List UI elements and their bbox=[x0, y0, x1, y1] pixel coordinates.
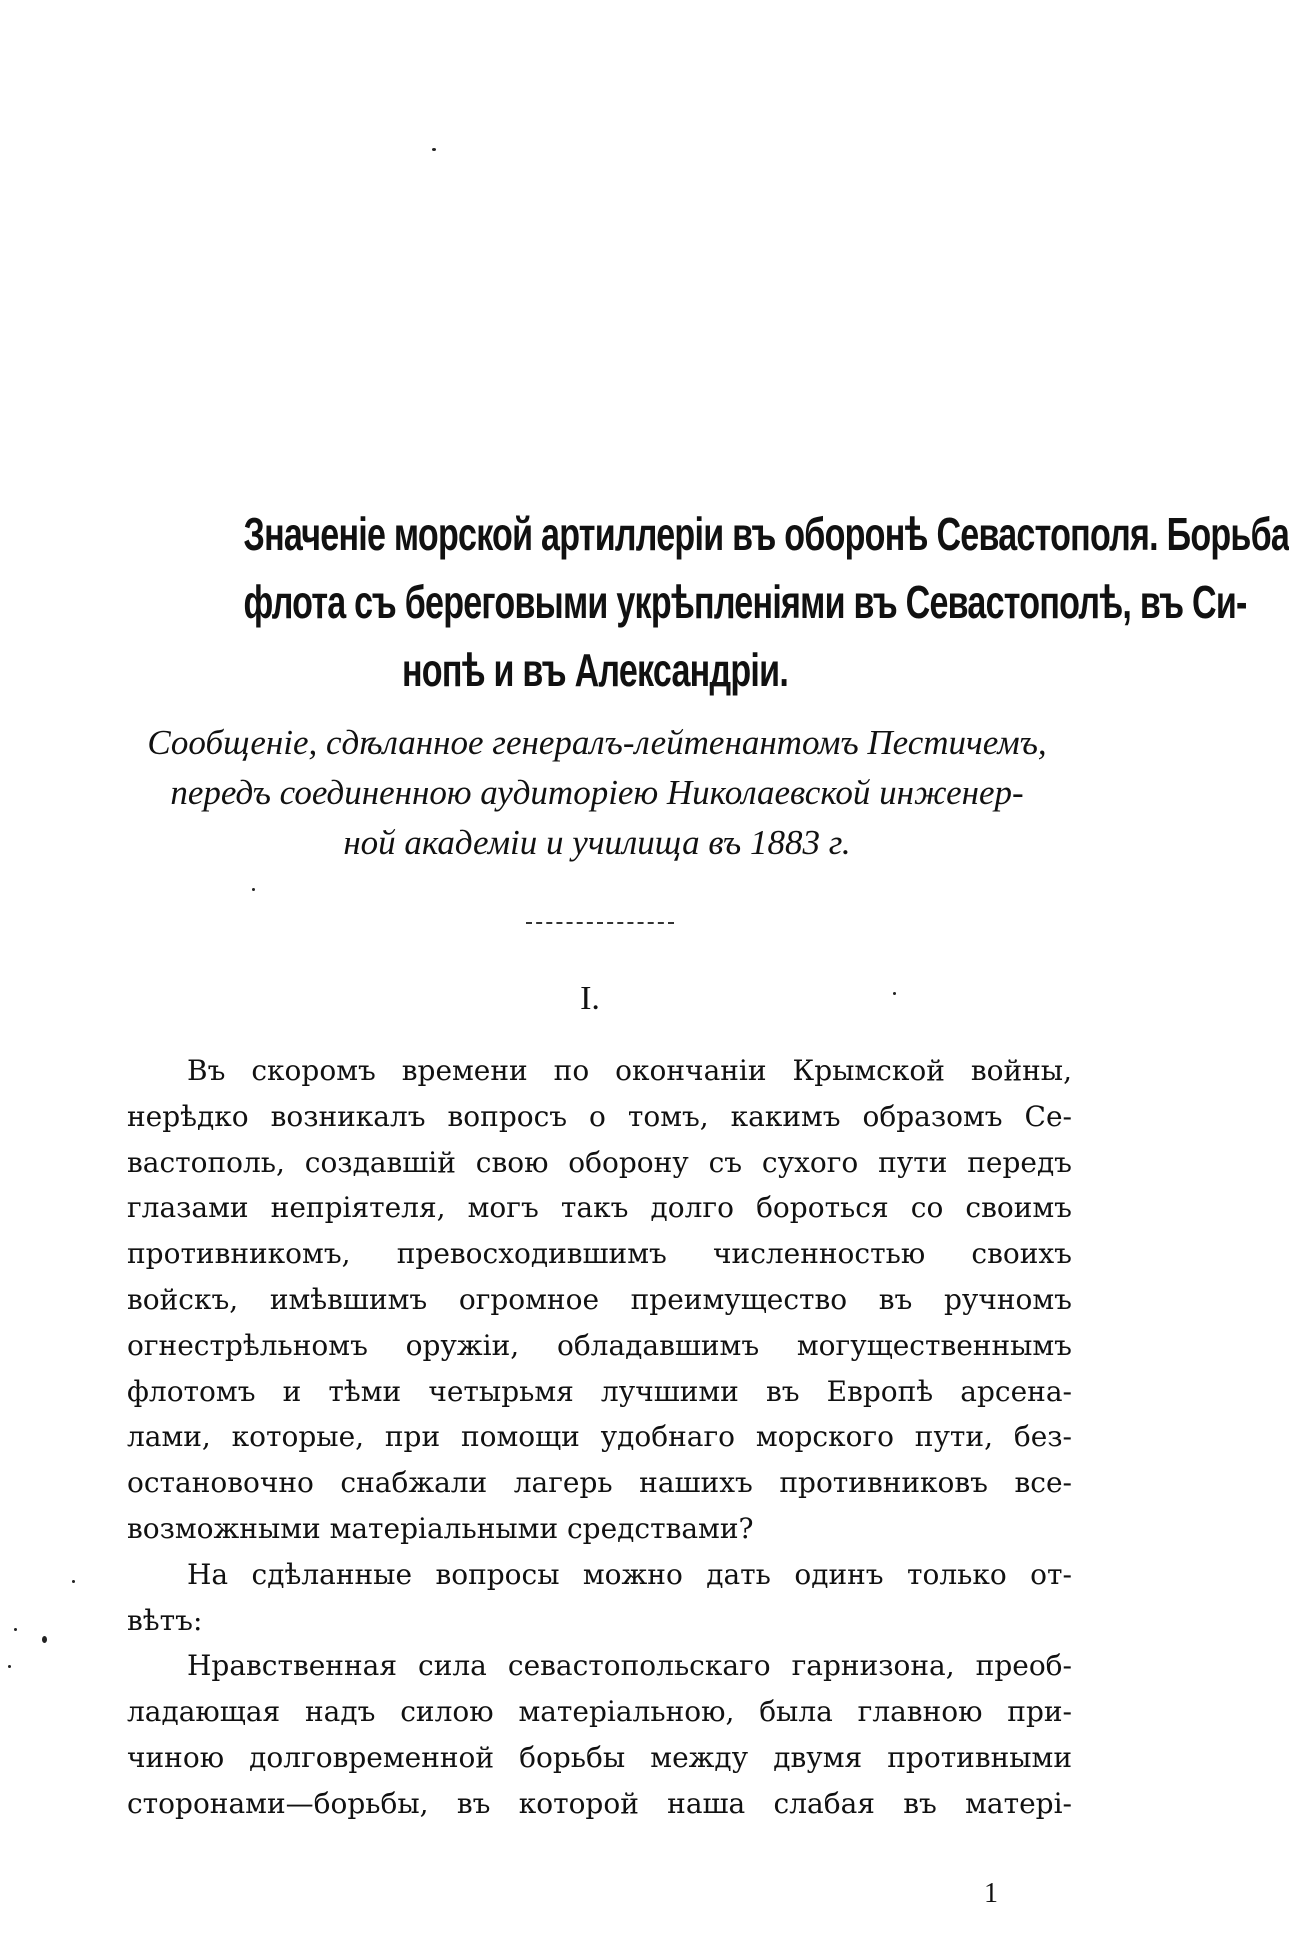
section-number: I. bbox=[580, 980, 600, 1017]
text-line: остановочно снабжали лагерь нашихъ противниковъ все- bbox=[127, 1466, 1072, 1500]
scan-speck bbox=[432, 148, 436, 151]
text-line: огнестрѣльномъ оружіи, обладавшимъ могущественнымъ bbox=[127, 1328, 1072, 1362]
page-number: 1 bbox=[984, 1878, 998, 1909]
text-line: Въ скоромъ времени по окончаніи Крымской войны, bbox=[187, 1054, 1072, 1087]
text-line: войскъ, имѣвшимъ огромное преимущество въ ручномъ bbox=[127, 1282, 1072, 1316]
text-line: возможными матеріальными средствами? bbox=[127, 1511, 754, 1545]
title-line: Значеніе морской артиллеріи въ оборонѣ Севастополя. Борьба bbox=[243, 508, 1289, 560]
text-line: глазами непріятеля, могъ такъ долго бороться со своимъ bbox=[127, 1191, 1072, 1225]
text-line: вастополь, создавшій свою оборону съ сухого пути передъ bbox=[127, 1145, 1072, 1179]
scan-speck bbox=[252, 888, 255, 891]
scan-speck bbox=[42, 1636, 47, 1643]
body-text bbox=[127, 1048, 1072, 1827]
subtitle-line: ной академіи и училища въ 1883 г. bbox=[343, 823, 851, 862]
text-line: вѣтъ: bbox=[127, 1603, 203, 1637]
scan-speck bbox=[14, 1628, 17, 1631]
title-line: нопѣ и въ Александріи. bbox=[401, 644, 789, 696]
text-line: На сдѣланные вопросы можно дать одинъ только от- bbox=[187, 1557, 1072, 1591]
text-line: сторонами—борьбы, въ которой наша слабая въ матері- bbox=[127, 1786, 1072, 1820]
scan-speck bbox=[8, 1665, 11, 1668]
title-line: флота съ береговыми укрѣпленіями въ Севастополѣ, въ Си- bbox=[243, 576, 1247, 628]
text-line: противникомъ, превосходившимъ численностью своихъ bbox=[127, 1237, 1072, 1271]
subtitle-line: передъ соединенною аудиторіею Николаевской инженер- bbox=[170, 773, 1024, 812]
scan-speck bbox=[72, 1580, 75, 1583]
text-line: лами, которые, при помощи удобнаго морского пути, без- bbox=[127, 1420, 1072, 1454]
chapter-title bbox=[243, 500, 1289, 704]
text-line: чиною долговременной борьбы между двумя противными bbox=[127, 1740, 1072, 1774]
chapter-subtitle bbox=[122, 718, 1072, 868]
text-line: нерѣдко возникалъ вопросъ о томъ, какимъ образомъ Се- bbox=[127, 1099, 1072, 1133]
text-line: флотомъ и тѣми четырьмя лучшими въ Европѣ арсена- bbox=[127, 1374, 1072, 1408]
text-line: Нравственная сила севастопольскаго гарнизона, преоб- bbox=[187, 1649, 1072, 1683]
subtitle-line: Сообщеніе, сдѣланное генералъ-лейтенантомъ Пестичемъ, bbox=[147, 723, 1047, 762]
text-line: ладающая надъ силою матеріальною, была главною при- bbox=[127, 1695, 1072, 1729]
decorative-divider bbox=[526, 922, 674, 924]
